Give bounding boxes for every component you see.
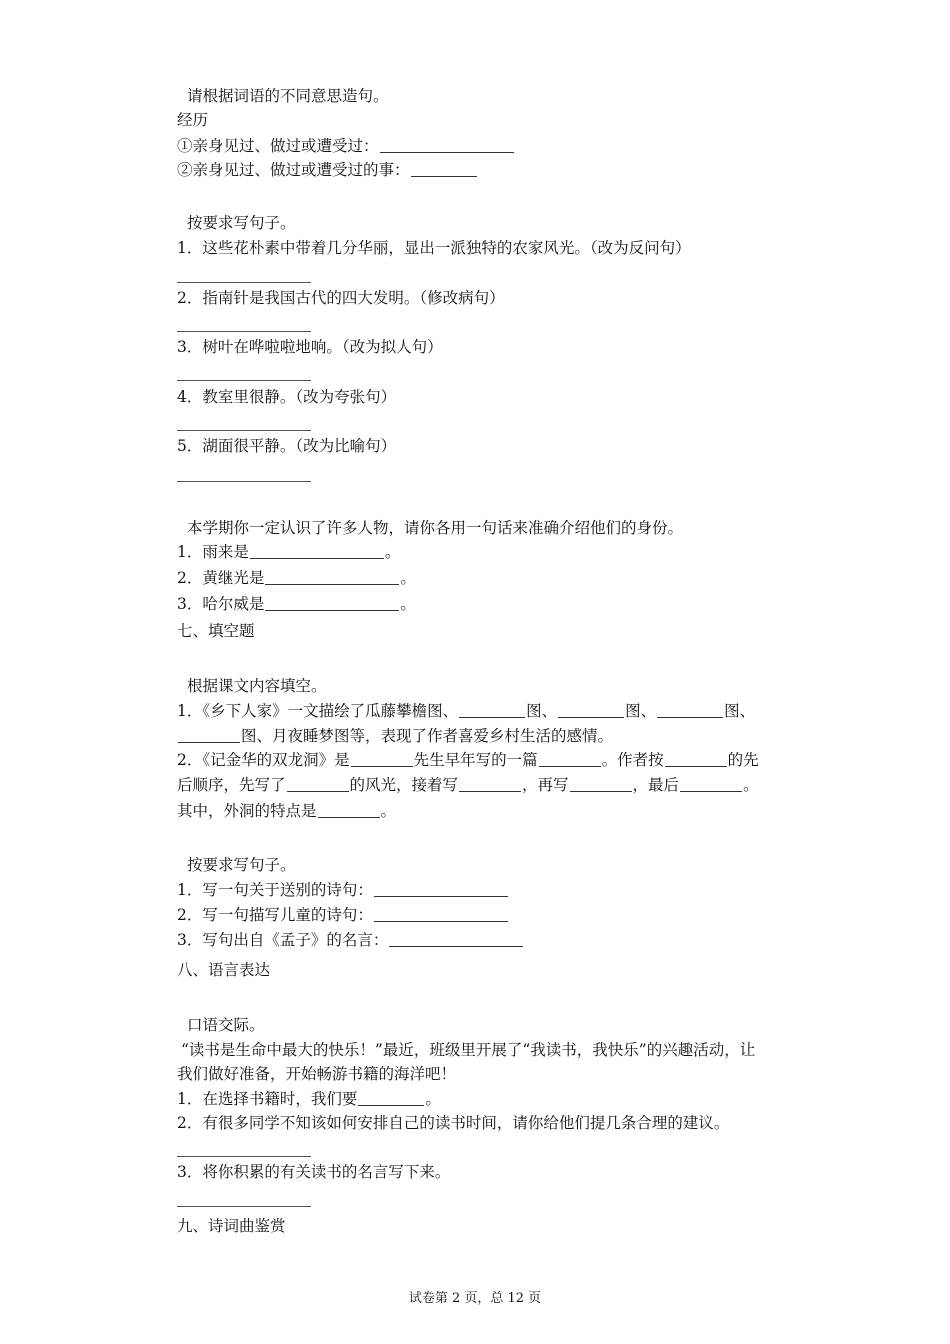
- answer-blank[interactable]: [459, 702, 525, 718]
- answer-blank[interactable]: [380, 137, 514, 153]
- answer-blank[interactable]: [250, 543, 384, 559]
- s3-q1: 1．雨来是 。: [177, 543, 401, 561]
- s4-line-4: 后顺序，先写了 的风光，接着写 ，再写 ，最后 。: [177, 776, 759, 794]
- answer-blank[interactable]: [411, 161, 477, 177]
- s6-q2: 2．有很多同学不知该如何安排自己的读书时间，请你给他们提几条合理的建议。: [177, 1114, 730, 1132]
- s4-line-3: 2．《记金华的双龙洞》是 先生早年写的一篇 。作者按 的先: [177, 751, 759, 769]
- s5-intro: 按要求写句子。: [187, 856, 296, 874]
- answer-blank[interactable]: [389, 931, 523, 947]
- s3-q3: 3．哈尔威是 。: [177, 595, 416, 613]
- answer-blank[interactable]: [665, 751, 727, 767]
- s2-intro: 按要求写句子。: [187, 214, 296, 232]
- answer-blank[interactable]: [358, 1090, 424, 1106]
- answer-line[interactable]: [177, 430, 311, 431]
- s6-passage-2: 我们做好准备，开始畅游书籍的海洋吧！: [177, 1065, 457, 1083]
- answer-blank[interactable]: [657, 702, 723, 718]
- page-footer: 试卷第 2 页，总 12 页: [408, 1291, 542, 1306]
- s3-q2: 2．黄继光是 。: [177, 569, 416, 587]
- s1-intro: 请根据词语的不同意思造句。: [187, 87, 389, 105]
- answer-blank[interactable]: [351, 751, 413, 767]
- answer-blank[interactable]: [680, 776, 742, 792]
- s4-line-5: 其中，外洞的特点是 。: [177, 802, 397, 820]
- s4-intro: 根据课文内容填空。: [187, 677, 327, 695]
- section-9-heading: 九、诗词曲鉴赏: [177, 1217, 286, 1235]
- answer-line[interactable]: [177, 331, 311, 332]
- s2-q1: 1．这些花朴素中带着几分华丽，显出一派独特的农家风光。（改为反问句）: [177, 239, 691, 257]
- answer-blank[interactable]: [265, 569, 399, 585]
- section-7-heading: 七、填空题: [177, 622, 255, 640]
- answer-line[interactable]: [177, 282, 311, 283]
- answer-line[interactable]: [177, 481, 311, 482]
- s2-q5: 5．湖面很平静。（改为比喻句）: [177, 437, 397, 455]
- s6-q1: 1．在选择书籍时，我们要 。: [177, 1090, 441, 1108]
- answer-blank[interactable]: [318, 802, 380, 818]
- answer-blank[interactable]: [558, 702, 624, 718]
- answer-line[interactable]: [177, 380, 311, 381]
- s2-q4: 4．教室里很静。（改为夸张句）: [177, 388, 397, 406]
- answer-blank[interactable]: [570, 776, 632, 792]
- answer-blank[interactable]: [374, 881, 508, 897]
- s6-intro: 口语交际。: [187, 1016, 265, 1034]
- s5-q2: 2．写一句描写儿童的诗句：: [177, 905, 509, 925]
- s5-q1: 1．写一句关于送别的诗句：: [177, 880, 509, 900]
- answer-blank[interactable]: [265, 595, 399, 611]
- answer-line[interactable]: [177, 1206, 311, 1207]
- answer-line[interactable]: [177, 1156, 311, 1157]
- s1-word: 经历: [177, 111, 209, 129]
- s2-q3: 3．树叶在哗啦啦地响。（改为拟人句）: [177, 338, 443, 356]
- s6-q3: 3．将你积累的有关读书的名言写下来。: [177, 1163, 451, 1181]
- answer-blank[interactable]: [178, 727, 240, 743]
- answer-blank[interactable]: [459, 776, 521, 792]
- s2-q2: 2．指南针是我国古代的四大发明。（修改病句）: [177, 289, 505, 307]
- answer-blank[interactable]: [374, 906, 508, 922]
- answer-blank[interactable]: [287, 776, 349, 792]
- s6-passage-1: “读书是生命中最大的快乐！”最近，班级里开展了“我读书，我快乐”的兴趣活动，让: [181, 1041, 756, 1059]
- s4-line-1: 1．《乡下人家》一文描绘了瓜藤攀檐图、 图、 图、 图、: [177, 702, 756, 720]
- s1-meaning-2: ②亲身见过、做过或遭受过的事：: [177, 160, 478, 180]
- s1-meaning-1: ①亲身见过、做过或遭受过：: [177, 136, 515, 156]
- s3-intro: 本学期你一定认识了许多人物，请你各用一句话来准确介绍他们的身份。: [187, 519, 684, 537]
- s5-q3: 3．写句出自《孟子》的名言：: [177, 930, 524, 950]
- section-8-heading: 八、语言表达: [177, 961, 271, 979]
- s4-line-2: 图、月夜睡梦图等，表现了作者喜爱乡村生活的感情。: [177, 726, 613, 746]
- answer-blank[interactable]: [539, 751, 601, 767]
